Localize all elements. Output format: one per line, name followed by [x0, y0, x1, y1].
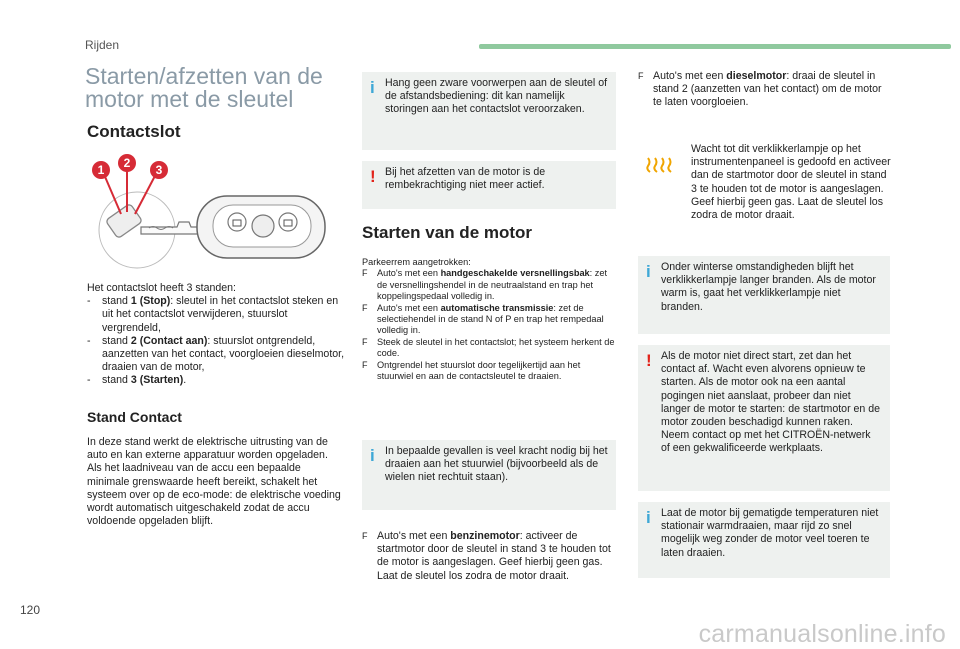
note-info-steering: [362, 440, 616, 510]
step-item: F Auto's met een dieselmotor: draai de sleutel in stand 2 (aanzetten van het contact) om de motor te laten voorgloeien.: [638, 70, 882, 109]
info-icon: i: [370, 78, 375, 97]
heading-starten: Starten van de motor: [362, 223, 533, 242]
page-title: Starten/afzetten van de motor met de sleutel: [85, 63, 323, 112]
page-number: 120: [20, 603, 41, 617]
starten-intro: Parkeerrem aangetrokken:: [362, 257, 471, 267]
trunk-button-icon: [252, 215, 274, 237]
info-icon: i: [646, 262, 651, 281]
step-item: F Auto's met een handgeschakelde versnellingsbak: zet de versnellingshendel in de neutraalstand en trap het koppelingspedaal volledig in.: [362, 268, 608, 302]
heading-stand-contact: Stand Contact: [87, 409, 182, 425]
callout-1-label: 1: [97, 163, 105, 177]
header-rule: [479, 44, 951, 49]
section-label: Rijden: [85, 38, 120, 52]
unlock-button-icon: [279, 213, 297, 231]
info-icon: i: [370, 446, 375, 465]
callout-3-label: 3: [155, 163, 163, 177]
note-text: Laat de motor bij gematigde temperaturen niet stationair warmdraaien, maar rijd zo snel mogelijk weg zonder de motor veel toeren te laten draaien.: [661, 507, 879, 559]
callout-2-label: 2: [123, 156, 131, 170]
note-warn-brake: [362, 161, 616, 209]
note-text: Als de motor niet direct start, zet dan het contact af. Wacht even alvorens opnieuw te starten. Als de motor ook na een aantal pogingen niet aanslaat, probeer dan niet langer de motor te starten: de startmotor en de motor zouden beschadigd kunnen raken. Neem contact op met het CITROËN-netwerk of een gekwalificeerde werkplaats.: [661, 350, 881, 455]
step-item: F Auto's met een automatische transmissie: zet de selectiehendel in de stand N of P en trap het rempedaal volledig in.: [362, 302, 604, 336]
position-item: - stand 1 (Stop): sleutel in het contactslot steken en uit het contactslot verwijderen, stuurslot vergrendeld,: [87, 295, 339, 334]
note-info-winter: [638, 256, 890, 334]
step-item: F Auto's met een benzinemotor: activeer de startmotor door de sleutel in stand 3 te houden tot de motor is aangeslagen. Geef hierbij geen gas. Laat de sleutel los zodra de motor draait.: [362, 530, 611, 582]
note-text: Onder winterse omstandigheden blijft het verklikkerlampje langer branden. Als de motor warm is, gaat het verklikkerlampje niet branden.: [661, 261, 876, 313]
diesel-step: [638, 70, 890, 110]
note-text: Hang geen zware voorwerpen aan de sleutel of de afstandsbediening: dit kan namelijk storingen aan het contactslot veroorzaken.: [385, 77, 608, 116]
note-warn-start-fail: [638, 345, 890, 491]
lock-button-icon: [228, 213, 246, 231]
info-icon: i: [646, 508, 651, 527]
stand-contact-line: Als het laadniveau van de accu een bepaalde minimale grenswaarde heeft bereikt, schakelt het systeem over op de eco-mode: de elektrische voeding wordt automatisch uitgeschakeld zodat de accu voldoende opgeladen blijft.: [87, 462, 341, 528]
step-item: F Ontgrendel het stuurslot door tegelijkertijd aan het stuurwiel en aan de contactsleutel te draaien.: [362, 359, 581, 382]
stand-contact-text: [87, 436, 345, 528]
starten-steps: [362, 257, 618, 382]
contactslot-intro: Het contactslot heeft 3 standen:: [87, 282, 236, 294]
key-blade: [141, 222, 203, 234]
position-item: - stand 3 (Starten).: [87, 374, 187, 387]
position-item: - stand 2 (Contact aan): stuurslot ontgrendeld, aanzetten van het contact, voorgloeien dieselmotor, draaien van de motor,: [87, 334, 345, 374]
contactslot-text: [87, 282, 345, 388]
step-item: F Steek de sleutel in het contactslot; het systeem herkent de code.: [362, 336, 615, 359]
key-illustration: [85, 150, 345, 270]
note-text: Bij het afzetten van de motor is de rembekrachtiging niet meer actief.: [385, 166, 546, 192]
warning-icon: !: [646, 351, 652, 370]
stand-contact-line: In deze stand werkt de elektrische uitrusting van de auto en kan externe apparatuur worden opgeladen.: [87, 436, 328, 462]
glow-text: Wacht tot dit verklikkerlampje op het instrumentenpaneel is gedoofd en activeer dan de startmotor door de sleutel in stand 3 te houden tot de motor is aangeslagen. Geef hierbij geen gas. Laat de sleutel los zodra de motor draait.: [691, 143, 891, 222]
heading-contactslot: Contactslot: [87, 122, 181, 141]
warning-icon: !: [370, 167, 376, 186]
watermark: carmanualsonline.info: [698, 620, 946, 648]
glow-plug-icon: [646, 156, 674, 174]
note-info-warmup: [638, 502, 890, 578]
note-info-heavy-objects: [362, 72, 616, 150]
petrol-step: [362, 530, 618, 583]
note-text: In bepaalde gevallen is veel kracht nodig bij het draaien aan het stuurwiel (bijvoorbeeld als de wielen niet rechtuit staan).: [385, 445, 608, 484]
